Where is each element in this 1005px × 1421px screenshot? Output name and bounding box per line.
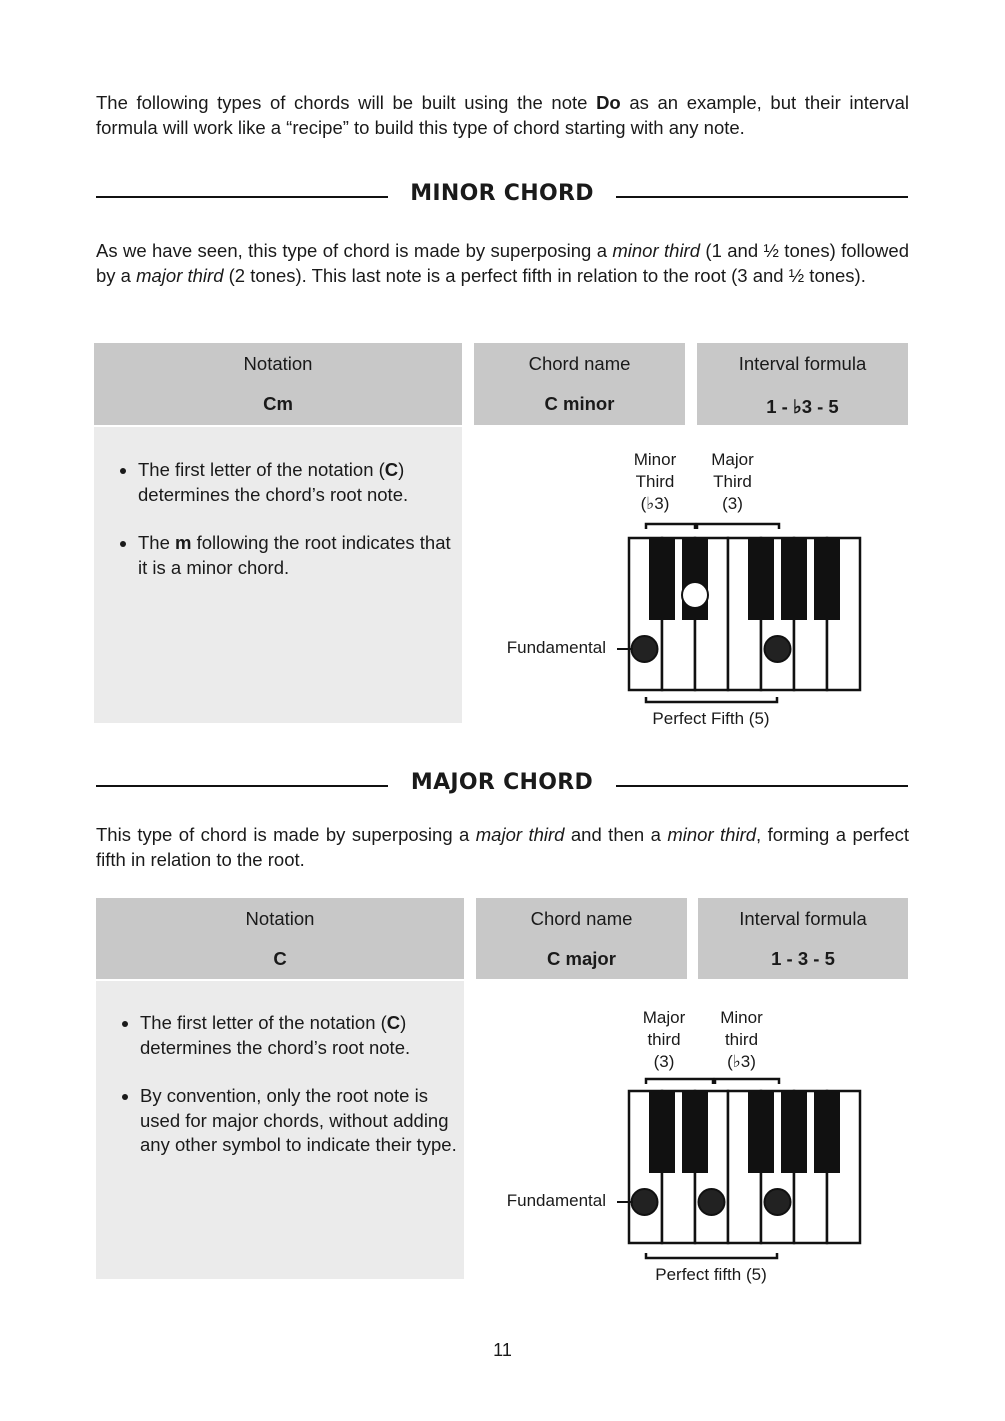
fundamental-label: Fundamental	[506, 638, 606, 657]
fifth-bracket	[646, 1253, 777, 1258]
black-key	[781, 538, 807, 620]
notation-header: Notation C	[96, 898, 464, 979]
black-key	[748, 1091, 774, 1173]
interval-label: (♭3)	[640, 494, 670, 513]
notation-header: Notation Cm	[94, 343, 462, 425]
major-notes-cell	[96, 981, 464, 1279]
chord-name-header: Chord name C minor	[474, 343, 685, 425]
section-title: MINOR CHORD	[410, 181, 594, 206]
interval-label: Minor	[633, 450, 677, 469]
intro-text: The following types of chords will be built using the note	[96, 92, 597, 113]
interval-label: (3)	[722, 494, 743, 513]
interval-formula-header: Interval formula 1 - ♭3 - 5	[697, 343, 908, 425]
chord-name-header: Chord name C major	[476, 898, 687, 979]
hollow-note-marker	[682, 582, 708, 608]
note-marker	[632, 1189, 658, 1215]
interval-formula-header: Interval formula 1 - 3 - 5	[698, 898, 908, 979]
divider	[616, 785, 908, 787]
minor-description: As we have seen, this type of chord is made by superposing a minor third (1 and ½ tones) followed by a major third (2 tones). This last note is a perfect fifth in relation to the root (3 and ½ tones).	[96, 240, 909, 286]
intro-text-end: as an example, but their interval formula will work like a “recipe” to build this type of chord starting with any note.	[96, 92, 909, 138]
bullet-item: • The m following the root indicates that it is a minor chord.	[138, 531, 462, 580]
black-key	[649, 1091, 675, 1173]
interval-label: (♭3)	[727, 1052, 756, 1071]
interval-label: Minor	[720, 1008, 763, 1027]
intro-bold: Do	[596, 92, 621, 113]
black-key	[781, 1091, 807, 1173]
fundamental-label: Fundamental	[506, 1191, 606, 1210]
bullet-item: • The first letter of the notation (C) determines the chord’s root note.	[140, 1011, 464, 1060]
chord-name-value: C minor	[544, 393, 615, 414]
black-key	[814, 1091, 840, 1173]
black-key	[814, 538, 840, 620]
notation-value: C	[273, 948, 287, 969]
divider	[616, 196, 908, 198]
interval-bracket	[715, 1079, 779, 1084]
black-key	[748, 538, 774, 620]
interval-bracket	[646, 1079, 713, 1084]
chord-name-value: C major	[547, 948, 616, 969]
note-marker	[765, 636, 791, 662]
bullet-item: • By convention, only the root note is used for major chords, without adding any other symbol to indicate their type.	[140, 1084, 464, 1158]
interval-formula-value: 1 - 3 - 5	[771, 948, 835, 969]
section-title: MAJOR CHORD	[410, 770, 594, 795]
black-key	[649, 538, 675, 620]
interval-label: Major	[711, 450, 754, 469]
intro-paragraph	[96, 91, 909, 140]
bullet-item: • The first letter of the notation (C) determines the chord’s root note.	[138, 458, 462, 507]
interval-bracket	[697, 524, 779, 529]
interval-bracket	[646, 524, 695, 529]
perfect-fifth-label: Perfect fifth (5)	[655, 1265, 767, 1284]
fifth-bracket	[646, 697, 777, 702]
interval-label: Third	[635, 472, 675, 491]
interval-label: Major	[642, 1008, 686, 1027]
interval-label: third	[724, 1030, 759, 1049]
major-keyboard-diagram	[490, 1000, 880, 1300]
notation-value: Cm	[263, 393, 293, 414]
minor-chord-heading	[96, 181, 908, 211]
interval-label: (3)	[653, 1052, 675, 1071]
black-key	[682, 1091, 708, 1173]
note-marker	[765, 1189, 791, 1215]
major-description: This type of chord is made by superposing a major third and then a minor third, forming a perfect fifth in relation to the root.	[96, 824, 909, 870]
note-marker	[632, 636, 658, 662]
minor-keyboard-diagram	[490, 440, 880, 740]
note-marker	[699, 1189, 725, 1215]
page-number: 11	[493, 1340, 512, 1360]
major-chord-heading	[96, 770, 908, 800]
interval-label: third	[647, 1030, 681, 1049]
interval-label: Third	[713, 472, 752, 491]
interval-formula-value: 1 - ♭3 - 5	[766, 396, 839, 417]
minor-notes-cell	[94, 427, 462, 723]
perfect-fifth-label: Perfect Fifth (5)	[652, 709, 770, 728]
